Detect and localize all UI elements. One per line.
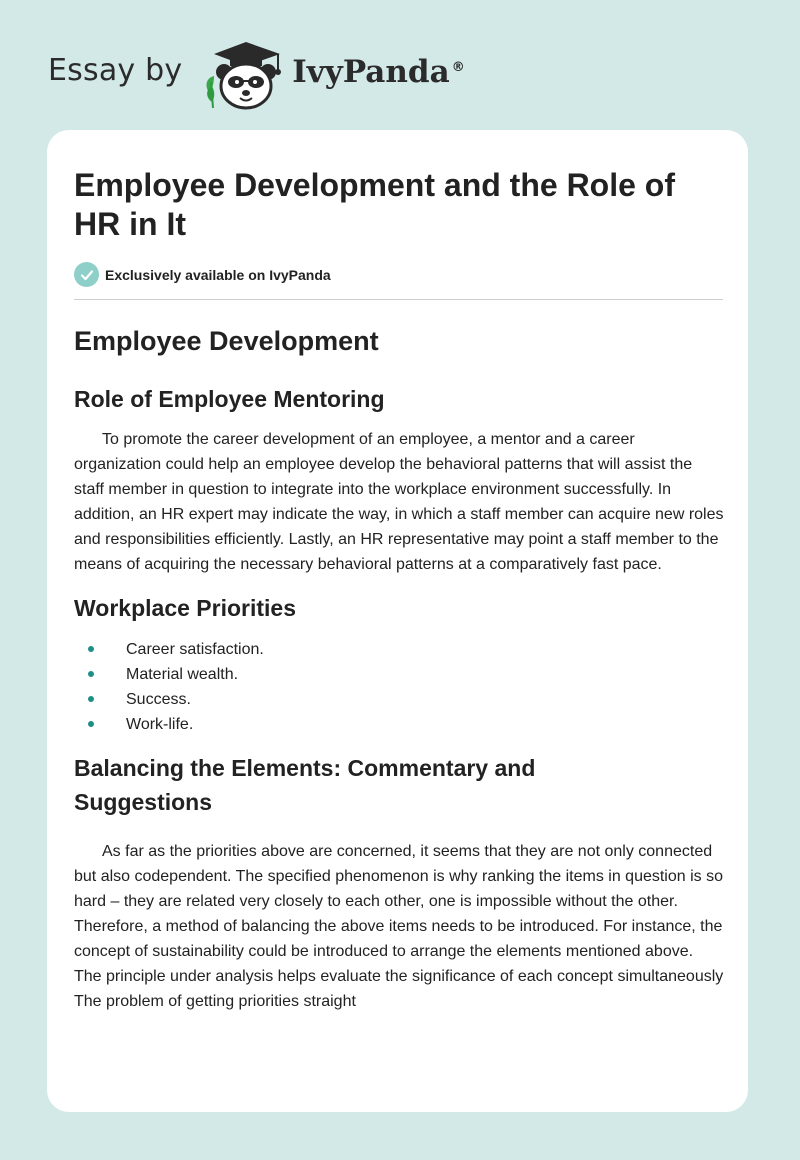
list-item — [74, 662, 724, 687]
brand-header — [48, 36, 465, 112]
list-item-text: Career satisfaction. — [126, 641, 264, 658]
exclusive-badge — [74, 262, 724, 287]
paragraph-mentoring: To promote the career development of an employee, a mentor and a career organization could help an employee develop the behavioral patterns that will assist the staff member in question to integrate into the workplace environment successfully. In addition, an HR expert may indicate the way, in which a staff member can acquire new roles and responsibilities efficiently. Lastly, an HR representative may point a staff member to the means of acquiring the necessary behavioral patterns at a comparatively fast pace. — [74, 431, 724, 573]
bullet-icon — [88, 696, 94, 702]
essay-title: Employee Development and the Role of HR in It — [74, 167, 675, 242]
brand-name — [292, 54, 464, 90]
subsection-heading-mentoring: Role of Employee Mentoring — [74, 386, 385, 412]
essay-content — [74, 166, 724, 1014]
brand-prefix: Essay by — [48, 52, 183, 88]
priorities-list — [74, 637, 724, 737]
list-item-text: Success. — [126, 691, 191, 708]
brand-name-text: IvyPanda — [292, 54, 450, 90]
list-item — [74, 712, 724, 737]
list-item-text: Material wealth. — [126, 666, 239, 683]
subsection-heading-priorities: Workplace Priorities — [74, 595, 296, 621]
section-heading: Employee Development — [74, 326, 379, 356]
bullet-icon — [88, 646, 94, 652]
registered-mark: ® — [451, 59, 465, 75]
panda-graduate-icon — [200, 36, 286, 112]
paragraph-balancing: As far as the priorities above are concerned, it seems that they are not only connected but also codependent. The specified phenomenon is why ranking the items in question is so hard – they are related very closely to each other, one is impossible without the other. Therefore, a method of balancing the above items needs to be introduced. For instance, the concept of sustainability could be introduced to arrange the elements mentioned above. The principle under analysis helps evaluate the significance of each concept simultaneously The problem of getting priorities straight — [74, 843, 724, 1010]
check-circle-icon — [74, 262, 99, 287]
title-divider — [74, 299, 723, 300]
list-item — [74, 637, 724, 662]
exclusive-label: Exclusively available on IvyPanda — [105, 266, 331, 283]
bullet-icon — [88, 671, 94, 677]
essay-card — [47, 130, 748, 1112]
bullet-icon — [88, 721, 94, 727]
list-item-text: Work-life. — [126, 716, 194, 733]
subsection-heading-balancing: Balancing the Elements: Commentary and Suggestions — [74, 755, 536, 815]
list-item — [74, 687, 724, 712]
